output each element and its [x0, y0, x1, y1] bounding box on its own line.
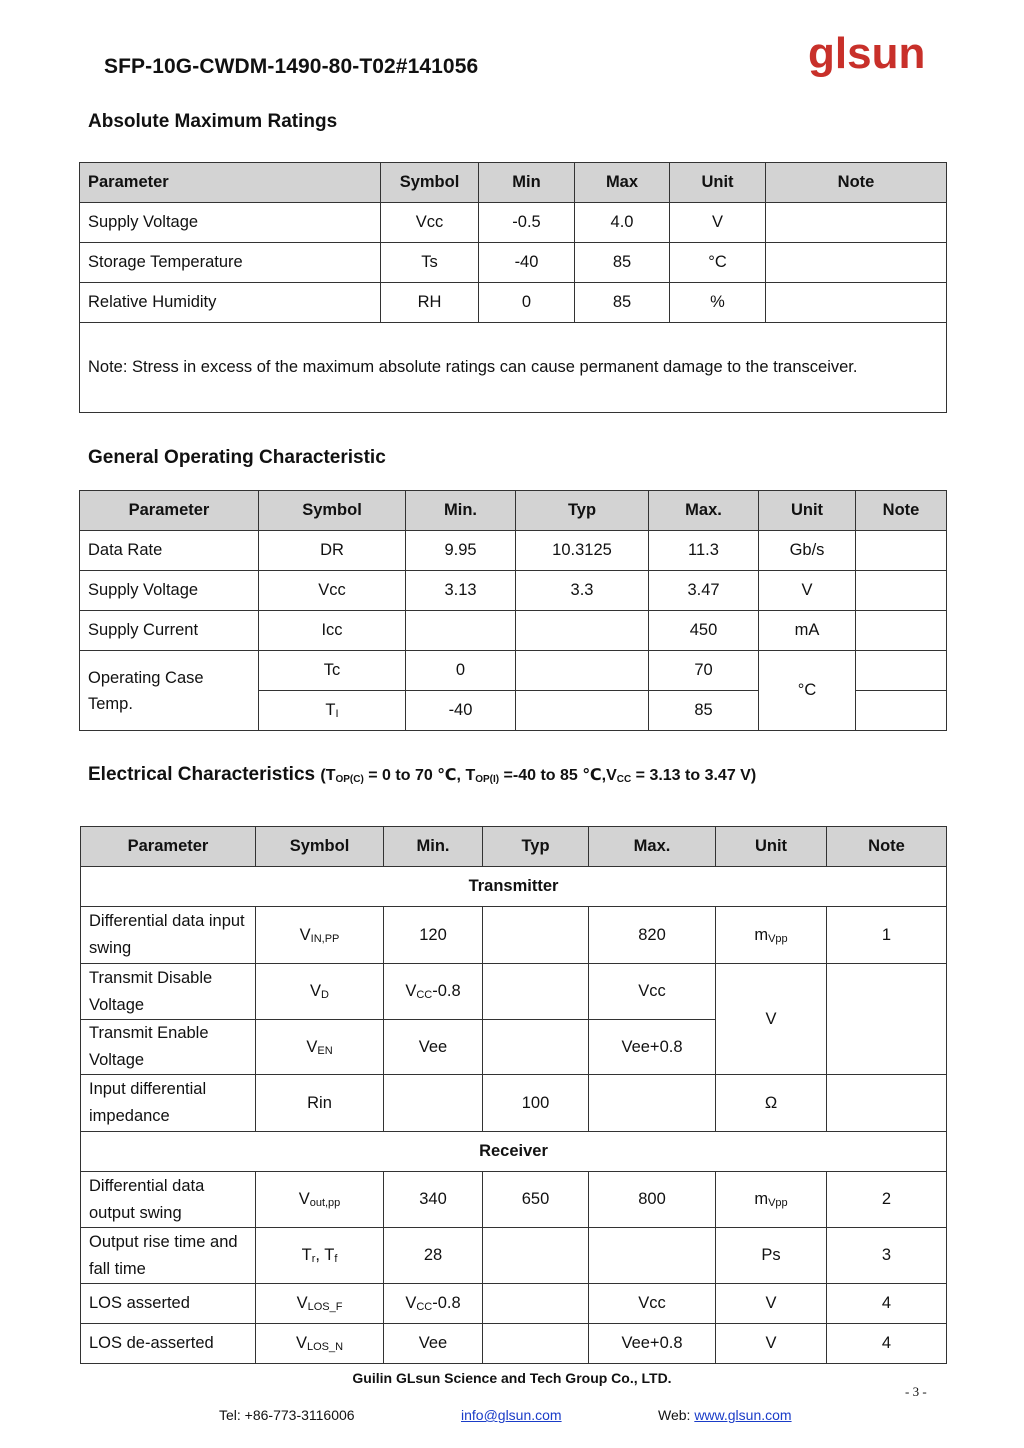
general-title: General Operating Characteristic	[88, 447, 386, 468]
table-row	[80, 651, 947, 691]
cell-note	[827, 964, 947, 1075]
cell-min: 340	[384, 1172, 483, 1228]
cell-typ	[483, 1020, 589, 1075]
electrical-conditions: ($T_{OP(C)} = 0$ to 70 ℃, $T_{OP(I)} =-40$ to 85 $℃,V_{CC} = 3.13$ to 3.47 V)	[320, 767, 757, 785]
cell-max: 70	[649, 651, 759, 691]
cell-unit: V	[716, 964, 827, 1075]
table-row	[80, 203, 947, 243]
cell-symbol: Tc	[259, 651, 406, 691]
cell-symbol: RH	[381, 283, 479, 323]
table-row	[81, 1172, 947, 1228]
col-note: Note	[827, 827, 947, 867]
col-unit: Unit	[670, 163, 766, 203]
footer-web	[658, 1407, 792, 1423]
table-header-row	[80, 163, 947, 203]
cell-unit: °C	[670, 243, 766, 283]
col-max: Max.	[649, 491, 759, 531]
col-typ: Typ	[516, 491, 649, 531]
cell-min: 28	[384, 1228, 483, 1284]
cell-note	[766, 203, 947, 243]
cell-unit: $m_{Vpp}$	[716, 1172, 827, 1228]
cell-min: 0	[479, 283, 575, 323]
cell-max: Vcc	[589, 964, 716, 1020]
transmitter-label: Transmitter	[81, 867, 947, 907]
electrical-title: Electrical Characteristics ($T_{OP(C)} = 0$ to 70 ℃, $T_{OP(I)} =-40$ to 85 $℃,V_{CC} = 3.13$ to 3.47 V)	[88, 764, 757, 785]
cell-symbol: $V_D$	[256, 964, 384, 1020]
cell-note: 4	[827, 1284, 947, 1324]
cell-parameter: Operating Case Temp.	[80, 651, 259, 731]
cell-typ	[483, 907, 589, 964]
cell-parameter: LOS de-asserted	[81, 1324, 256, 1364]
cell-parameter: Differential data output swing	[81, 1172, 256, 1228]
receiver-band	[81, 1132, 947, 1172]
cell-max: 3.47	[649, 571, 759, 611]
cell-min: Vee	[384, 1324, 483, 1364]
cell-note	[856, 531, 947, 571]
svg-text:glsun: glsun	[808, 30, 926, 78]
cell-parameter: Transmit Enable Voltage	[81, 1020, 256, 1075]
cell-parameter: Supply Voltage	[80, 571, 259, 611]
abs-max-table	[79, 162, 947, 413]
col-min: Min.	[384, 827, 483, 867]
electrical-table	[80, 826, 947, 1364]
page-number: - 3 -	[905, 1384, 927, 1399]
cell-unit: °C	[759, 651, 856, 731]
table-header-row	[80, 491, 947, 531]
cell-min: $V_{CC}-0.8$	[384, 964, 483, 1020]
cell-min: 120	[384, 907, 483, 964]
col-note: Note	[766, 163, 947, 203]
cell-max: 820	[589, 907, 716, 964]
table-row	[81, 964, 947, 1020]
cell-unit: V	[716, 1324, 827, 1364]
cell-symbol: $T_r$, $T_f$	[256, 1228, 384, 1284]
cell-typ	[483, 1324, 589, 1364]
cell-note: 4	[827, 1324, 947, 1364]
cell-typ	[483, 1284, 589, 1324]
table-row	[81, 1228, 947, 1284]
table-row	[80, 531, 947, 571]
cell-max: 450	[649, 611, 759, 651]
cell-parameter: Supply Current	[80, 611, 259, 651]
col-note: Note	[856, 491, 947, 531]
cell-min: -40	[406, 691, 516, 731]
table-row	[80, 571, 947, 611]
cell-unit: V	[670, 203, 766, 243]
cell-typ	[516, 651, 649, 691]
glsun-logo	[806, 30, 936, 80]
col-typ: Typ	[483, 827, 589, 867]
footer-tel: Tel: +86-773-3116006	[219, 1407, 355, 1423]
cell-symbol: $V_{LOS\_N}$	[256, 1324, 384, 1364]
cell-max: 85	[575, 283, 670, 323]
cell-max: 85	[575, 243, 670, 283]
cell-min	[406, 611, 516, 651]
cell-symbol: Vcc	[381, 203, 479, 243]
cell-max	[589, 1228, 716, 1284]
abs-max-note: Note: Stress in excess of the maximum absolute ratings can cause permanent damage to the transceiver.	[80, 323, 947, 413]
col-symbol: Symbol	[256, 827, 384, 867]
table-row	[81, 1284, 947, 1324]
cell-typ	[516, 611, 649, 651]
cell-max	[589, 1075, 716, 1132]
cell-max: Vcc	[589, 1284, 716, 1324]
cell-min: 0	[406, 651, 516, 691]
cell-unit: mA	[759, 611, 856, 651]
cell-parameter: Data Rate	[80, 531, 259, 571]
cell-min: -40	[479, 243, 575, 283]
cell-note: 3	[827, 1228, 947, 1284]
cell-max: 11.3	[649, 531, 759, 571]
footer-web-label: Web:	[658, 1407, 695, 1423]
cell-symbol: Rin	[256, 1075, 384, 1132]
col-unit: Unit	[759, 491, 856, 531]
cell-symbol: $V_{out,pp}$	[256, 1172, 384, 1228]
cell-unit: Ps	[716, 1228, 827, 1284]
cell-unit: V	[759, 571, 856, 611]
table-row	[80, 283, 947, 323]
cell-max: 800	[589, 1172, 716, 1228]
cell-parameter: Relative Humidity	[80, 283, 381, 323]
footer-company: Guilin GLsun Science and Tech Group Co., LTD.	[352, 1370, 672, 1386]
cell-min: -0.5	[479, 203, 575, 243]
cell-parameter: Transmit Disable Voltage	[81, 964, 256, 1020]
col-parameter: Parameter	[80, 491, 259, 531]
cell-symbol: $V_{EN}$	[256, 1020, 384, 1075]
col-symbol: Symbol	[381, 163, 479, 203]
document-title: SFP-10G-CWDM-1490-80-T02#141056	[104, 55, 479, 78]
table-header-row	[81, 827, 947, 867]
table-note-row	[80, 323, 947, 413]
cell-typ	[516, 691, 649, 731]
cell-parameter: LOS asserted	[81, 1284, 256, 1324]
cell-unit: Gb/s	[759, 531, 856, 571]
col-max: Max	[575, 163, 670, 203]
cell-typ	[483, 1228, 589, 1284]
cell-symbol: DR	[259, 531, 406, 571]
table-row	[80, 611, 947, 651]
cell-parameter: Differential data input swing	[81, 907, 256, 964]
cell-symbol: Ts	[381, 243, 479, 283]
cell-typ: 10.3125	[516, 531, 649, 571]
cell-typ: 3.3	[516, 571, 649, 611]
cell-max: 85	[649, 691, 759, 731]
cell-min: Vee	[384, 1020, 483, 1075]
cell-note	[856, 571, 947, 611]
cell-note	[856, 691, 947, 731]
transmitter-band	[81, 867, 947, 907]
cell-note: 2	[827, 1172, 947, 1228]
table-row	[81, 1324, 947, 1364]
cell-max: Vee+0.8	[589, 1020, 716, 1075]
col-min: Min	[479, 163, 575, 203]
cell-unit: Ω	[716, 1075, 827, 1132]
general-table	[79, 490, 947, 731]
cell-symbol: $V_{IN,PP}$	[256, 907, 384, 964]
cell-symbol: Icc	[259, 611, 406, 651]
receiver-label: Receiver	[81, 1132, 947, 1172]
cell-note	[766, 243, 947, 283]
col-min: Min.	[406, 491, 516, 531]
cell-min: 9.95	[406, 531, 516, 571]
cell-typ: 650	[483, 1172, 589, 1228]
cell-unit: $m_{Vpp}$	[716, 907, 827, 964]
cell-typ	[483, 964, 589, 1020]
cell-max: 4.0	[575, 203, 670, 243]
cell-parameter: Input differential impedance	[81, 1075, 256, 1132]
cell-symbol: Vcc	[259, 571, 406, 611]
cell-parameter: Storage Temperature	[80, 243, 381, 283]
cell-parameter: Supply Voltage	[80, 203, 381, 243]
footer-web-link[interactable]: www.glsun.com	[694, 1407, 792, 1423]
col-parameter: Parameter	[81, 827, 256, 867]
cell-note	[856, 651, 947, 691]
cell-symbol: $V_{LOS\_F}$	[256, 1284, 384, 1324]
cell-min: 3.13	[406, 571, 516, 611]
cell-max: Vee+0.8	[589, 1324, 716, 1364]
cell-note	[827, 1075, 947, 1132]
cell-min	[384, 1075, 483, 1132]
table-row	[81, 1075, 947, 1132]
cell-min: $V_{CC}-0.8$	[384, 1284, 483, 1324]
cell-unit: %	[670, 283, 766, 323]
table-row	[81, 907, 947, 964]
col-unit: Unit	[716, 827, 827, 867]
col-max: Max.	[589, 827, 716, 867]
cell-symbol: $T_I$	[259, 691, 406, 731]
cell-unit: V	[716, 1284, 827, 1324]
cell-note	[856, 611, 947, 651]
col-parameter: Parameter	[80, 163, 381, 203]
cell-typ: 100	[483, 1075, 589, 1132]
col-symbol: Symbol	[259, 491, 406, 531]
cell-note: 1	[827, 907, 947, 964]
cell-note	[766, 283, 947, 323]
table-row	[80, 243, 947, 283]
abs-max-title: Absolute Maximum Ratings	[88, 111, 338, 132]
cell-parameter: Output rise time and fall time	[81, 1228, 256, 1284]
footer-email-link[interactable]: info@glsun.com	[461, 1407, 562, 1423]
